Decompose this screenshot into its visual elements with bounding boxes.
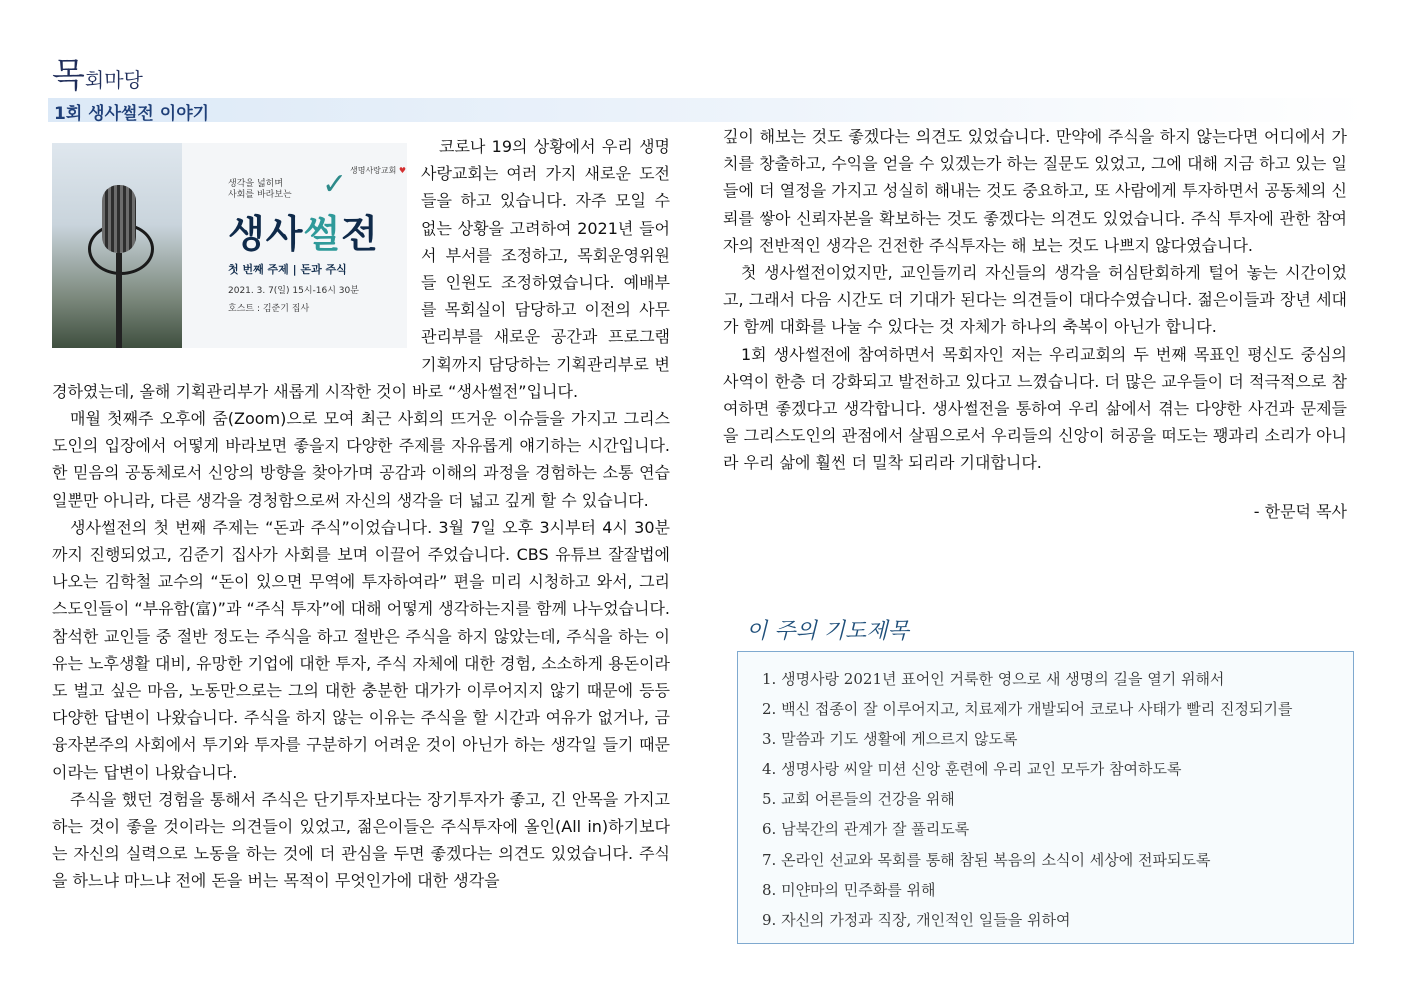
poster-title-b: 썰 [303,212,342,256]
mic-head [102,185,136,253]
poster-subtitle [228,179,292,201]
left-column [52,133,670,895]
prayer-item: 9. 자신의 가정과 직장, 개인적인 일들을 위하여 [762,910,1071,929]
heart-icon: ♥ [398,166,407,175]
church-brand [350,165,406,176]
logo-char-mid: 회 [84,68,105,92]
prayer-item: 4. 생명사랑 씨알 미션 신앙 훈련에 우리 교인 모두가 참여하도록 [762,760,1182,779]
right-paragraph-1: 깊이 해보는 것도 좋겠다는 의견도 있었습니다. 만약에 주식을 하지 않는다면 어디에서 가치를 창출하고, 수익을 얻을 수 있겠는가 하는 질문도 있었고, 그에 대해 지금 하고 있는 일들에 더 열정을 가지고 성실히 해내는 것도 중요하고, 또 사람에게 투자하면서 공동체의 신뢰를 쌓아 신뢰자본을 확보하는 것도 좋겠다는 의견도 있었습니다. 주식 투자에 관한 참여자의 전반적인 생각은 건전한 주식투자는 해 보는 것도 나쁘지 않다였습니다. [723,127,1347,255]
left-paragraph-2: 매월 첫째주 오후에 줌(Zoom)으로 모여 최근 사회의 뜨거운 이슈들을 가지고 그리스도인의 입장에서 어떻게 바라보면 좋을지 다양한 주제를 자유롭게 얘기하는 시간입니다. 한 믿음의 공동체로서 신앙의 방향을 찾아가며 공감과 이해의 과정을 경험하는 소통 연습일뿐만 아니라, 다른 생각을 경청함으로써 자신의 생각을 더 넓고 깊게 할 수 있습니다. [52,409,670,510]
right-paragraph-2: 첫 생사썰전이었지만, 교인들끼리 자신들의 생각을 허심탄회하게 털어 놓는 시간이었고, 그래서 다음 시간도 더 기대가 된다는 의견들이 대다수였습니다. 젊은이들과 장년 세대가 함께 대화를 나눌 수 있다는 것 자체가 하나의 축복이 아닌가 합니다. [723,263,1347,337]
prayer-item: 5. 교회 어른들의 건강을 위해 [762,790,955,809]
church-brand-text: 생명사랑교회 [350,166,397,175]
prayer-item: 8. 미얀마의 민주화를 위해 [762,880,936,899]
right-paragraph-3: 1회 생사썰전에 참여하면서 목회자인 저는 우리교회의 두 번째 목표인 평신도 중심의 사역이 한층 더 강화되고 발전하고 있다고 느꼈습니다. 더 많은 교우들이 더 적극적으로 참여하면 좋겠다고 생각합니다. 생사썰전을 통하여 우리 삶에서 겪는 다양한 사건과 문제들을 그리스도인의 관점에서 살핌으로서 우리들의 신앙이 허공을 떠도는 꽹과리 소리가 아니라 우리 삶에 훨씬 더 밀착 되리라 기대합니다. [723,344,1347,473]
prayer-item: 7. 온라인 선교와 목회를 통해 참된 복음의 소식이 세상에 전파되도록 [762,850,1211,869]
poster-title [228,203,379,258]
section-logo [52,48,143,94]
poster-title-a: 생사 [228,212,304,256]
prayer-section-title: 이 주의 기도제목 [746,619,909,644]
poster-host: 호스트 : 김준기 집사 [228,304,310,314]
poster-title-c: 전 [341,212,379,256]
prayer-item: 6. 남북간의 관계가 잘 풀리도록 [762,820,970,839]
left-paragraph-1: 코로나 19의 상황에서 우리 생명사랑교회는 여러 가지 새로운 도전들을 하고 있습니다. 자주 모일 수 없는 상황을 고려하여 2021년 들어서 부서를 조정하고, 목회운영위원들 인원도 조정하였습니다. 예배부를 목회실이 담당하고 이전의 사무관리부를 새로운 공간과 프로그램 기획까지 담당하는 기획관리부로 변경하였는데, 올해 기획관리부가 새롭게 시작한 것이 바로 “생사썰전”입니다. [52,137,670,401]
poster-topic: 첫 번째 주제 | 돈과 주식 [228,263,347,276]
author-signature: - 한문덕 목사 [1253,501,1347,521]
prayer-item: 2. 백신 접종이 잘 이루어지고, 치료제가 개발되어 코로나 사태가 빨리 진정되기를 [762,700,1293,719]
prayer-item: 3. 말씀과 기도 생활에 게으르지 않도록 [762,730,1018,749]
poster-date: 2021. 3. 7(일) 15시-16시 30분 [228,286,359,296]
prayer-item: 1. 생명사랑 2021년 표어인 거룩한 영으로 새 생명의 길을 열기 위해서 [762,670,1225,688]
logo-char-big: 목 [52,56,85,96]
left-paragraph-4: 주식을 했던 경험을 통해서 주식은 단기투자보다는 장기투자가 좋고, 긴 안목을 가지고 하는 것이 좋을 것이라는 의견들이 있었고, 젊은이들은 주식투자에 올인(All in)하기보다는 자신의 실력으로 노동을 하는 것에 더 관심을 두면 좋겠다는 의견도 있었습니다. 주식을 하느냐 마느냐 전에 돈을 버는 목적이 무엇인가에 대한 생각을 [52,789,670,891]
prayer-list-box [737,651,1354,944]
right-column [723,123,1347,522]
mic-stand [116,253,122,348]
article-title-bar [48,98,1368,122]
microphone-photo [52,143,182,348]
left-paragraph-3: 생사썰전의 첫 번째 주제는 “돈과 주식”이었습니다. 3월 7일 오후 3시부터 4시 30분까지 진행되었고, 김준기 집사가 사회를 보며 이끌어 주었습니다. CBS 유튜브 잘잘법에 나오는 김학철 교수의 “돈이 있으면 무역에 투자하여라” 편을 미리 시청하고 와서, 그리스도인들이 “부유함(富)”과 “주식 투자”에 대해 어떻게 생각하는지를 함께 나누었습니다. 참석한 교인들 중 절반 정도는 주식을 하고 절반은 주식을 하지 않았는데, 주식을 하는 이유는 노후생활 대비, 유망한 기업에 대한 투자, 주식 자체에 대한 경험, 소소하게 용돈이라도 벌고 싶은 마음, 노동만으로는 그의 대한 충분한 대가가 이루어지지 않기 때문에 등등 다양한 답변이 나왔습니다. 주식을 하지 않는 이유는 주식을 할 시간과 여유가 없거나, 금융자본주의 사회에서 투기와 투자를 구분하기 어려운 것이 아닌가 하는 생각일 들기 때문이라는 답변이 나왔습니다. [52,517,670,782]
event-poster [52,143,407,348]
poster-subtitle-line1: 생각을 넓히며 [228,179,284,189]
poster-subtitle-line2: 사회를 바라보는 [228,190,292,200]
logo-text-small: 마당 [104,68,143,92]
article-title: 1회 생사썰전 이야기 [54,104,210,124]
prayer-list [738,652,1353,935]
check-mark-icon: ✓ [322,167,348,202]
